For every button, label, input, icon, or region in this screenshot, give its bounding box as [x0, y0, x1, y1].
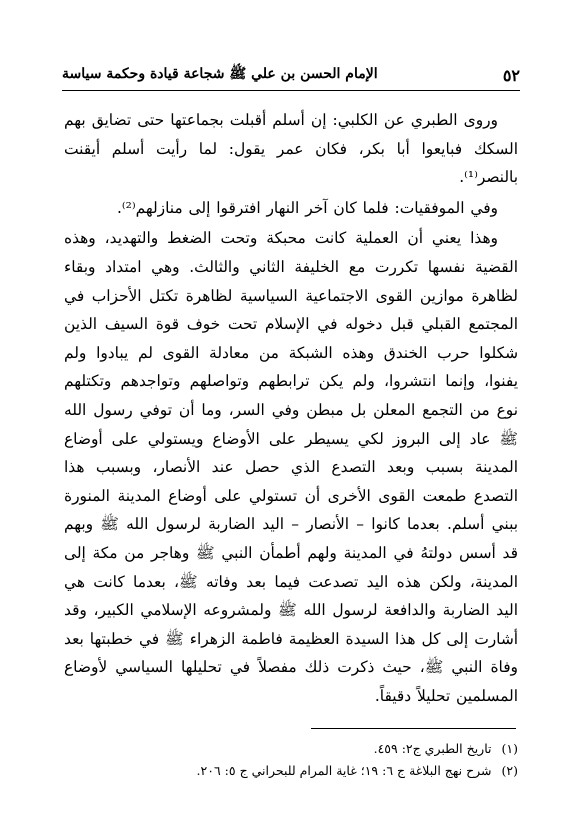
footnotes [64, 738, 518, 782]
page-number: ٥٢ [502, 65, 520, 85]
footnote-2 [64, 760, 518, 782]
footnote-1-text: تاريخ الطبري ج٢: ٤٥٩. [373, 741, 492, 756]
body-text [64, 106, 518, 710]
paragraph-2: وفي الموفقيات: فلما كان آخر النهار افترقوا إلى منازلهم⁽²⁾. [116, 198, 498, 217]
footnote-1 [64, 738, 518, 760]
footnote-2-number: (٢) [501, 763, 518, 778]
paragraph-3: وهذا يعني أن العملية كانت محبكة وتحت الضغط والتهديد، وهذه القضية نفسها تكررت مع الخليفة الثاني والثالث. وهي امتداد وبقاء لظاهرة موازين القوى الاجتماعية السياسية لظاهرة تكتل الأحزاب في المجتمع القبلي قبل دخوله في الإسلام تحت خوف قوة السيف الذين شكلوا حرب الخندق وهذه الشبكة من معادلة القوى لم يبادوا ولم يفنوا، وإنما انتشروا، ولم يكن ترابطهم وتواصلهم وتواجدهم وتكتلهم نوع من التجمع المعلن بل مبطن وفي السر، وما أن توفي رسول الله ﷺ عاد إلى البروز لكي يسيطر على الأوضاع ويستولي على أوضاع المدينة بسبب وبعد التصدع الذي حصل عند الأنصار، وبسبب هذا التصدع طمعت القوى الأخرى أن تستولي على أوضاع المدينة المنورة ببني أسلم. بعدما كانوا – الأنصار – اليد الضاربة لرسول الله ﷺ وبهم قد أسس دولتهُ في المدينة ولهم أطمأن النبي ﷺ وهاجر من مكة إلى المدينة، ولكن هذه اليد تصدعت فيما بعد وفاته ﷺ، بعدما كانت هي اليد الضاربة والدافعة لرسول الله ﷺ ولمشروعه الإسلامي الكبير، وقد أشارت إلى كل هذا السيدة العظيمة فاطمة الزهراء ﷺ في خطبتها بعد وفاة النبي ﷺ، حيث ذكرت ذلك مفصلاً في تحليلها السياسي لأوضاع المسلمين تحليلاً دقيقاً. [64, 229, 518, 705]
running-header [62, 62, 520, 88]
paragraph-1: وروى الطبري عن الكلبي: إن أسلم أقبلت بجماعتها حتى تضايق بهم السكك فبايعوا أبا بكر، فكان عمر يقول: لما رأيت أسلم أيقنت بالنصر⁽¹⁾. [64, 111, 518, 187]
running-title: الإمام الحسن بن علي ﷺ شجاعة قيادة وحكمة سياسة [62, 66, 378, 82]
footnote-1-number: (١) [501, 741, 518, 756]
header-rule [62, 90, 520, 91]
footnote-2-text: شرح نهج البلاغة ج ٦: ١٩؛ غاية المرام للبحراني ج ٥: ٢٠٦. [196, 763, 492, 778]
footnote-rule [311, 728, 516, 729]
